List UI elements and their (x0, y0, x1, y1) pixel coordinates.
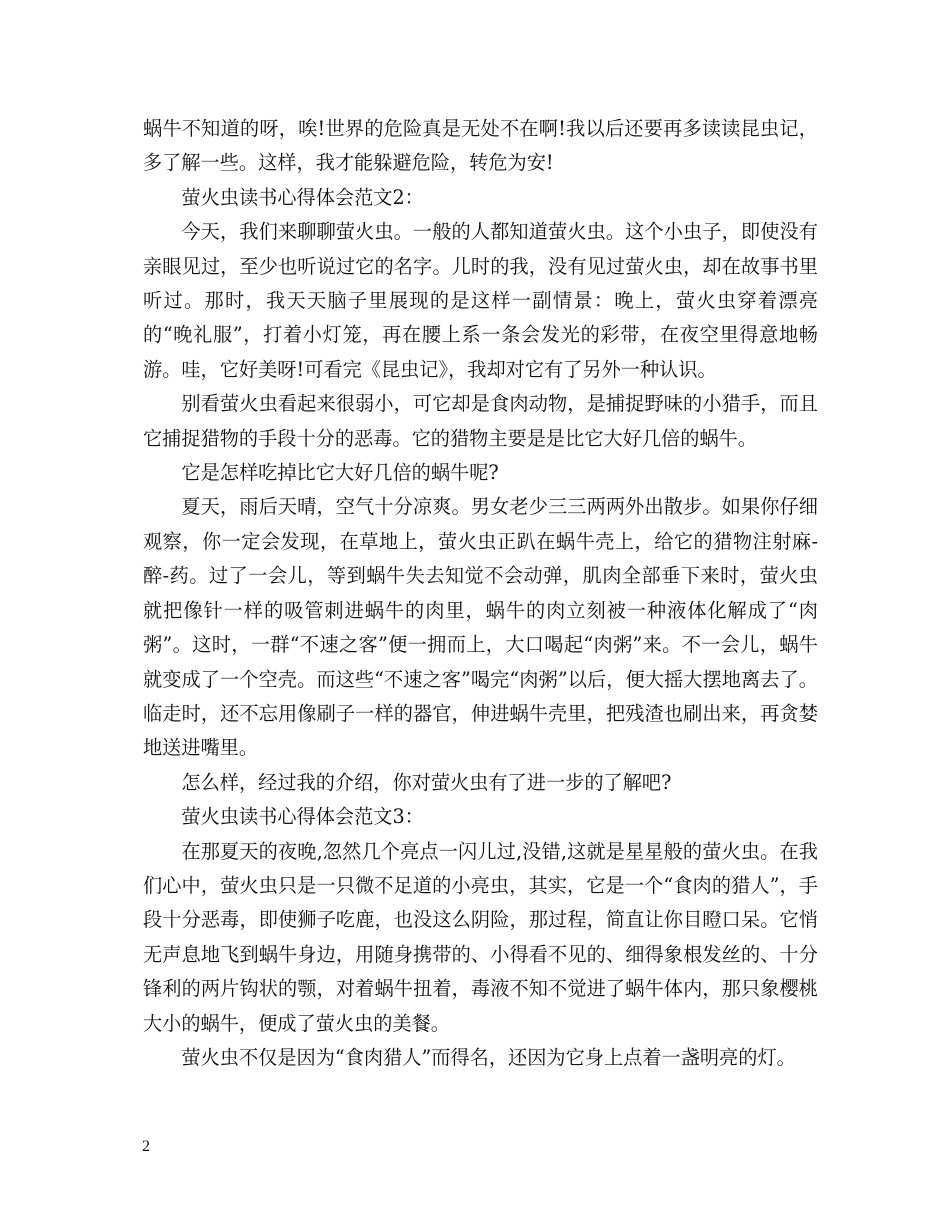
section-heading-essay-3: 萤火虫读书心得体会范文3： (181, 805, 424, 829)
paragraph: 怎么样，经过我的介绍，你对萤火虫有了进一步的了解吧? (181, 770, 672, 794)
paragraph: 在那夏天的夜晚,忽然几个亮点一闪儿过,没错,这就是星星般的萤火虫。在我们心中，萤火虫只是一只微不足道的小亮虫，其实，它是一个“食肉的猎人”，手段十分恶毒，即使狮子吃鹿，也没这么阴险，那过程，简直让你目瞪口呆。它悄无声息地飞到蜗牛身边，用随身携带的、小得看不见的、细得象根发丝的、十分锋利的两片钩状的颚，对着蜗牛扭着，毒液不知不觉进了蜗牛体内，那只象樱桃大小的蜗牛，便成了萤火虫的美餐。 (143, 839, 818, 1035)
section-heading-essay-2: 萤火虫读书心得体会范文2： (181, 185, 424, 209)
paragraph: 夏天，雨后天晴，空气十分凉爽。男女老少三三两两外出散步。如果你仔细观察，你一定会发现，在草地上，萤火虫正趴在蜗牛壳上，给它的猎物注射麻-醉-药。过了一会儿，等到蜗牛失去知觉不会动弹，肌肉全部垂下来时，萤火虫就把像针一样的吸管刺进蜗牛的肉里，蜗牛的肉立刻被一种液体化解成了“肉粥”。这时，一群“不速之客”便一拥而上，大口喝起“肉粥”来。不一会儿，蜗牛就变成了一个空壳。而这些“不速之客”喝完“肉粥”以后，便大摇大摆地离去了。临走时，还不忘用像刷子一样的器官，伸进蜗牛壳里，把残渣也刷出来，再贪婪地送进嘴里。 (143, 495, 818, 760)
paragraph: 萤火虫不仅是因为“食肉猎人”而得名，还因为它身上点着一盏明亮的灯。 (181, 1045, 796, 1069)
page-number: 2 (142, 1138, 150, 1155)
paragraph: 它是怎样吃掉比它大好几倍的蜗牛呢? (181, 461, 499, 485)
paragraph-continuation: 蜗牛不知道的呀，唉!世界的危险真是无处不在啊!我以后还要再多读读昆虫记，多了解一些。这样，我才能躲避危险，转危为安! (143, 117, 818, 175)
paragraph: 今天，我们来聊聊萤火虫。一般的人都知道萤火虫。这个小虫子，即使没有亲眼见过，至少也听说过它的名字。儿时的我，没有见过萤火虫，却在故事书里听过。那时，我天天脑子里展现的是这样一副情景：晚上，萤火虫穿着漂亮的“晚礼服”，打着小灯笼，再在腰上系一条会发光的彩带，在夜空里得意地畅游。哇，它好美呀!可看完《昆虫记》，我却对它有了另外一种认识。 (143, 220, 818, 381)
paragraph: 别看萤火虫看起来很弱小，可它却是食肉动物，是捕捉野味的小猎手，而且它捕捉猎物的手段十分的恶毒。它的猎物主要是是比它大好几倍的蜗牛。 (143, 392, 818, 450)
document-body (143, 112, 818, 1075)
